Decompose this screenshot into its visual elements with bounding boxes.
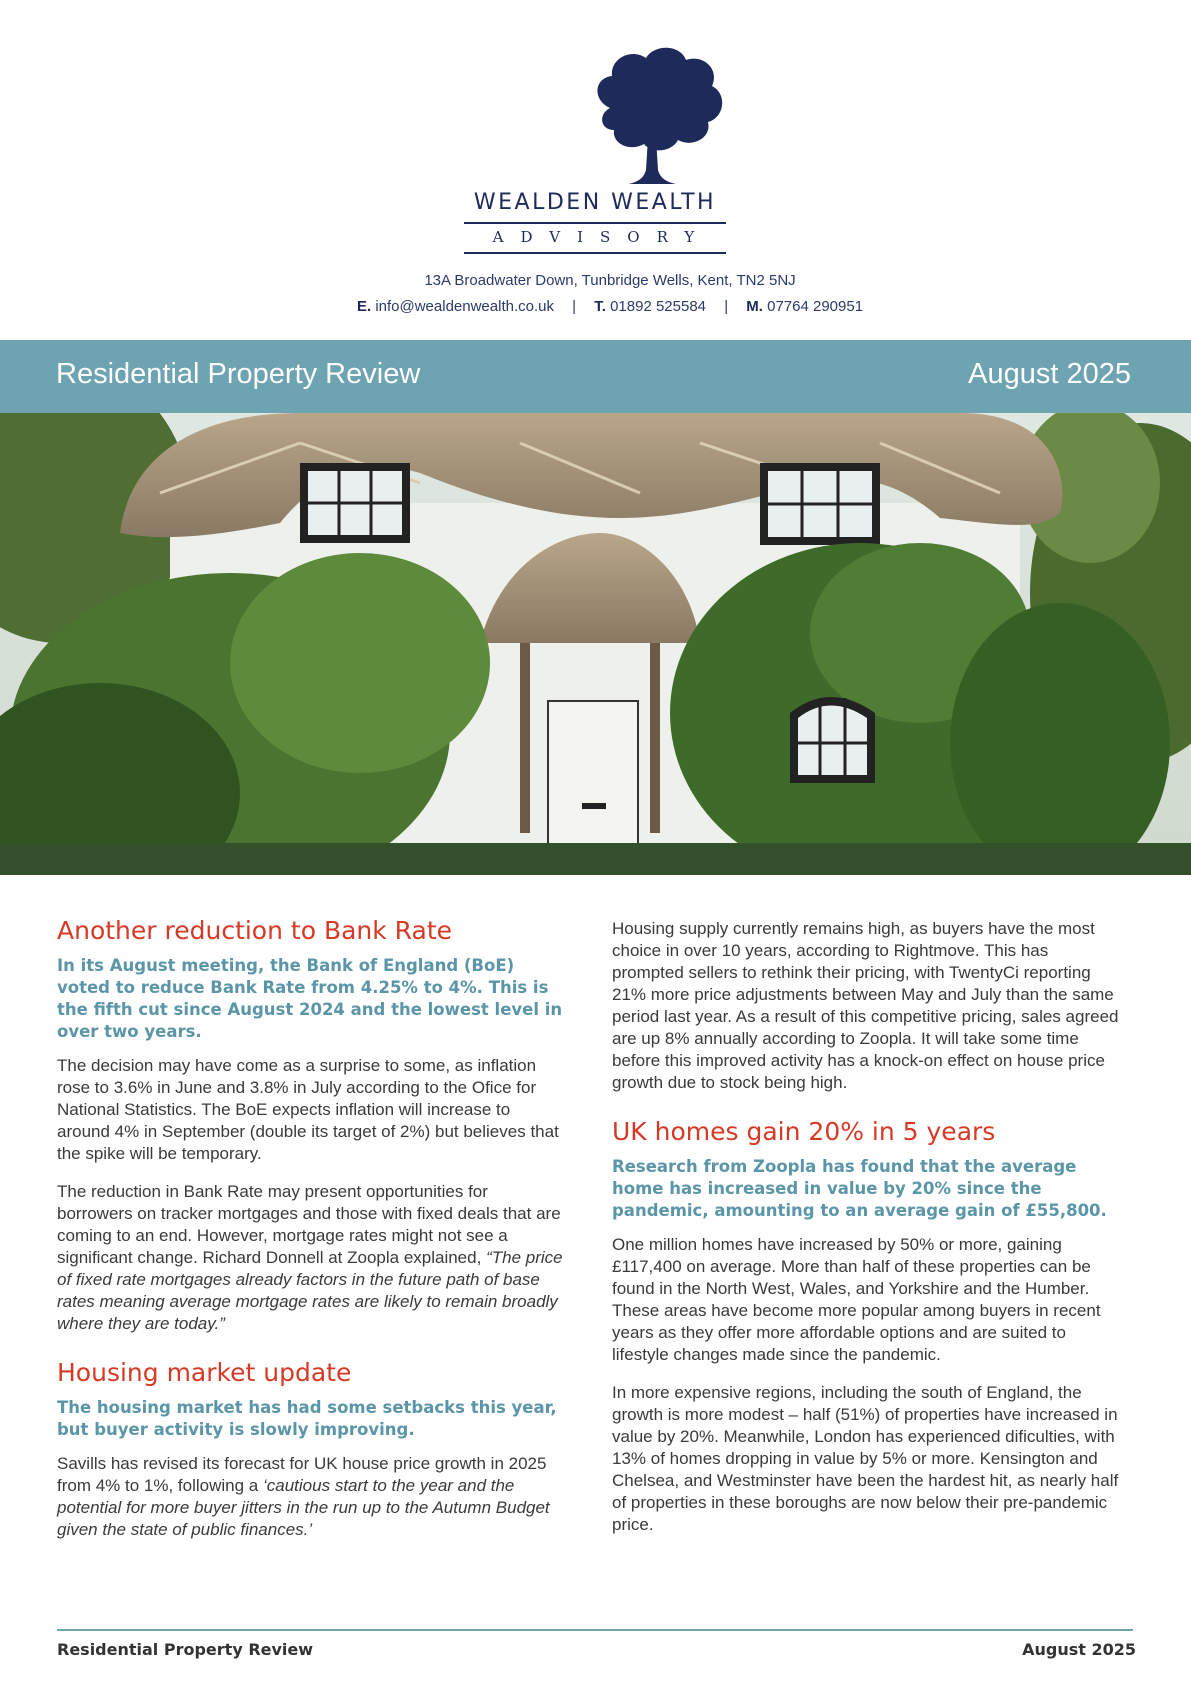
footer-title: Residential Property Review <box>57 1640 314 1659</box>
mobile-number[interactable]: 07764 290951 <box>767 298 864 315</box>
housing-update-lead: The housing market has had some setbacks this year, but buyer activity is slowly improving. <box>57 1398 557 1439</box>
email-link[interactable]: info@wealdenwealth.co.uk <box>375 298 554 315</box>
logo-rule-top <box>464 222 726 224</box>
separator: | <box>572 298 577 315</box>
housing-update-p1-text: Savills has revised its forecast for UK house price growth in 2025 from 4% to 1%, following a <box>57 1454 547 1495</box>
homes-gain-paragraph-1: One million homes have increased by 50% or more, gaining £117,400 on average. More than half of these properties can be found in the North West, Wales, and Yorkshire and the Humber. These areas have become more popular among buyers in recent years as they offer more affordable options and are suited to lifestyle changes made since the pandemic. <box>612 1235 1101 1364</box>
housing-update-paragraph-1 <box>57 1453 567 1541</box>
left-column <box>57 915 567 1557</box>
bank-rate-quote: “The price of fixed rate mortgages already factors in the future path of base rates meaning average mortgage rates are likely to remain broadly where they are today.” <box>57 1248 563 1333</box>
homes-gain-lead: Research from Zoopla has found that the average home has increased in value by 20% since the pandemic, amounting to an average gain of £55,800. <box>612 1157 1107 1220</box>
bank-rate-p2-text: The reduction in Bank Rate may present opportunities for borrowers on tracker mortgages and those with fixed deals that are coming to an end. However, mortgage rates might not see a significant change. Richard Donnell at Zoopla explained, <box>57 1182 561 1267</box>
title-banner <box>0 340 1191 413</box>
logo-sub: ADVISORY <box>492 228 712 246</box>
mobile-label: M. <box>746 298 763 315</box>
homes-gain-paragraph-2: In more expensive regions, including the south of England, the growth is more modest – half (51%) of properties have increased in value by 20%. Meanwhile, London has experienced dificulties, with 13% of homes dropping in value by 5% or more. Kensington and Chelsea, and Westminster have been the hardest hit, as nearly half of properties in these boroughs are now below their pre-pandemic price. <box>612 1383 1119 1534</box>
phone-label: T. <box>594 298 606 315</box>
page-title: Residential Property Review <box>56 358 421 390</box>
bank-rate-paragraph-1: The decision may have come as a surprise to some, as inflation rose to 3.6% in June and 3.8% in July according to the Ofice for National Statistics. The BoE expects inflation will increase to around 4% in September (double its target of 2%) but believes that the spike will be temporary. <box>57 1056 559 1163</box>
housing-update-quote: ‘cautious start to the year and the potential for more buyer jitters in the run up to the Autumn Budget given the state of public finances.’ <box>57 1476 550 1539</box>
oak-tree-logo-icon <box>572 38 732 198</box>
right-column <box>612 918 1122 1552</box>
bank-rate-lead: In its August meeting, the Bank of England (BoE) voted to reduce Bank Rate from 4.25% to 4%. This is the fifth cut since August 2024 and the lowest level in over two years. <box>57 956 563 1041</box>
logo-name: WEALDEN WEALTH <box>473 190 717 215</box>
footer-date: August 2025 <box>1022 1640 1136 1659</box>
housing-update-heading: Housing market update <box>57 1358 352 1387</box>
homes-gain-heading: UK homes gain 20% in 5 years <box>612 1117 996 1146</box>
contact-line <box>0 298 1191 315</box>
footer-rule <box>57 1629 1133 1631</box>
issue-date: August 2025 <box>968 358 1131 390</box>
separator: | <box>724 298 729 315</box>
bank-rate-paragraph-2 <box>57 1181 567 1335</box>
cottage-photo <box>0 413 1191 875</box>
thatched-cottage-photo-icon <box>0 413 1191 875</box>
housing-update-paragraph-2: Housing supply currently remains high, as buyers have the most choice in over 10 years, according to Rightmove. This has prompted sellers to rethink their pricing, with TwentyCi reporting 21% more price adjustments between May and July than the same period last year. As a result of this competitive pricing, sales agreed are up 8% annually according to Zoopla. It will take some time before this improved activity has a knock-on effect on house price growth due to stock being high. <box>612 919 1119 1092</box>
bank-rate-heading: Another reduction to Bank Rate <box>57 916 453 945</box>
phone-number[interactable]: 01892 525584 <box>610 298 707 315</box>
logo-rule-bottom <box>464 252 726 254</box>
company-logo <box>460 30 730 250</box>
address: 13A Broadwater Down, Tunbridge Wells, Kent, TN2 5NJ <box>424 272 796 289</box>
email-label: E. <box>356 298 372 315</box>
